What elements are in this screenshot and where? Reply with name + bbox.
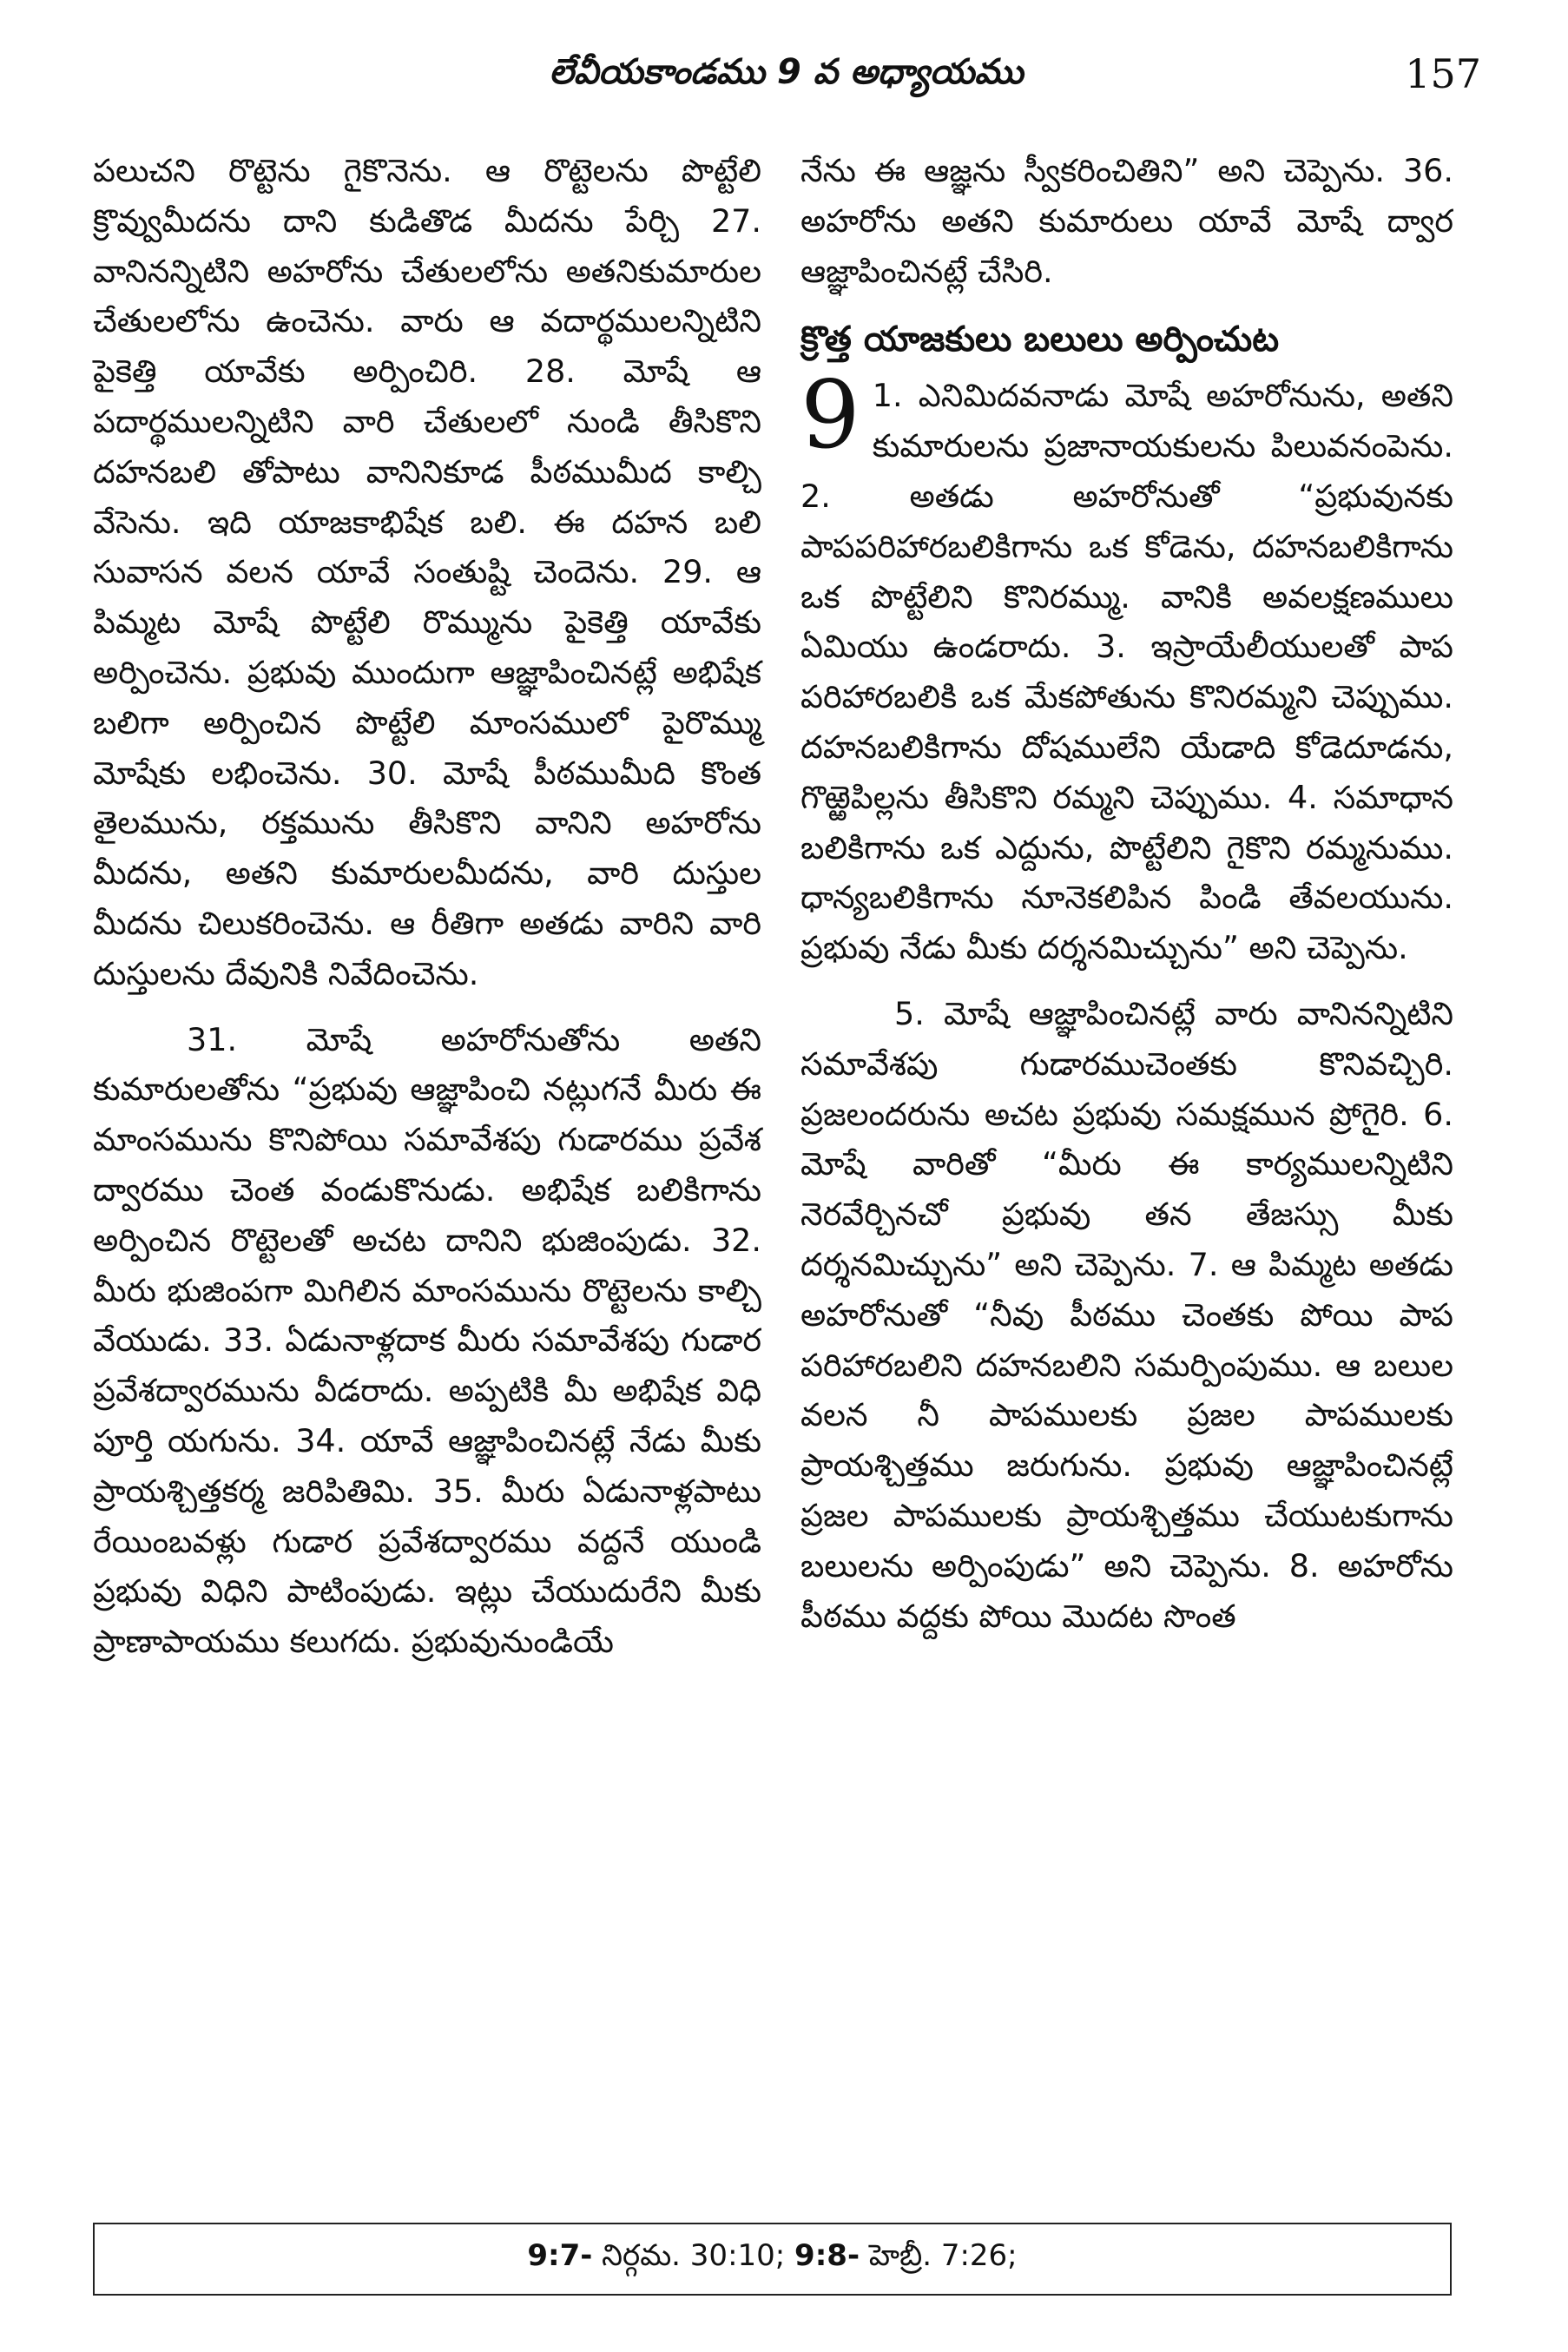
paragraph: నేను ఈ ఆజ్ఞను స్వీకరించితిని” అని చెప్పెను. 36. అహరోను అతని కుమారులు యావే మోషే ద్వార ఆజ్ఞాపించినట్లే చేసిరి. (800, 152, 1453, 290)
left-column (93, 146, 761, 1667)
cross-reference-verse: 9:8- (794, 2238, 860, 2273)
cross-reference-text: హెబ్రీ. 7:26; (860, 2238, 1018, 2273)
paragraph-with-dropcap (800, 361, 1453, 973)
page-title: లేవీయకాండము 9 వ అధ్యాయము (549, 52, 1024, 92)
cross-reference-box (93, 2223, 1452, 2296)
paragraph: 5. మోషే ఆజ్ఞాపించినట్లే వారు వానినన్నిటిని సమావేశపు గుడారముచెంతకు కొనివచ్చిరి. ప్రజలందరును అచట ప్రభువు సమక్షమున ప్రోగైరి. 6. మోషే వారితో “మీరు ఈ కార్యములన్నిటిని నెరవేర్చినచో ప్రభువు తన తేజస్సు మీకు దర్శనమిచ్చును” అని చెప్పెను. 7. ఆ పిమ్మట అతడు అహరోనుతో “నీవు పీఠము చెంతకు పోయి పాప పరిహారబలిని దహనబలిని సమర్పింపుము. ఆ బలుల వలన నీ పాపములకు ప్రజల పాపములకు ప్రాయశ్చిత్తము జరుగును. ప్రభువు ఆజ్ఞాపించినట్లే ప్రజల పాపములకు ప్రాయశ్చిత్తము చేయుటకుగాను బలులను అర్పింపుడు” అని చెప్పెను. 8. అహరోను పీఠము వద్దకు పోయి మొదట సొంత (800, 994, 1453, 1635)
section-heading: క్రొత్త యాజకులు బలులు అర్పించుట (800, 320, 1280, 360)
cross-reference-verse: 9:7- (527, 2238, 593, 2273)
paragraph: 31. మోషే అహరోనుతోను అతని కుమారులతోను “ప్రభువు ఆజ్ఞాపించి నట్లుగనే మీరు ఈ మాంసమును కొనిపోయి సమావేశపు గుడారము ప్రవేశ ద్వారము చెంత వండుకొనుడు. అభిషేక బలికిగాను అర్పించిన రొట్టెలతో అచట దానిని భుజింపుడు. 32. మీరు భుజింపగా మిగిలిన మాంసమును రొట్టెలను కాల్చి వేయుడు. 33. ఏడునాళ్లదాక మీరు సమావేశపు గుడార ప్రవేశద్వారమును వీడరాదు. అప్పటికి మీ అభిషేక విధి పూర్తి యగును. 34. యావే ఆజ్ఞాపించినట్లే నేడు మీకు ప్రాయశ్చిత్తకర్మ జరిపితిమి. 35. మీరు ఏడునాళ్లపాటు రేయింబవళ్లు గుడార ప్రవేశద్వారము వద్దనే యుండి ప్రభువు విధిని పాటింపుడు. ఇట్లు చేయుదురేని మీకు ప్రాణాపాయము కలుగదు. ప్రభువునుండియే (93, 1020, 761, 1661)
paragraph: పలుచని రొట్టెను గైకొనెను. ఆ రొట్టెలను పొట్టేలి క్రొవ్వుమీదను దాని కుడితొడ మీదను పేర్చి 27. వానినన్నిటిని అహరోను చేతులలోను అతనికుమారుల చేతులలోను ఉంచెను. వారు ఆ వదార్థములన్నిటిని పైకెత్తి యావేకు అర్పించిరి. 28. మోషే ఆ పదార్థములన్నిటిని వారి చేతులలో నుండి తీసికొని దహనబలి తోపాటు వానినికూడ పీఠముమీద కాల్చి వేసెను. ఇది యాజకాభిషేక బలి. ఈ దహన బలి సువాసన వలన యావే సంతుష్టి చెందెను. 29. ఆ పిమ్మట మోషే పొట్టేలి రొమ్మును పైకెత్తి యావేకు అర్పించెను. ప్రభువు ముందుగా ఆజ్ఞాపించినట్లే అభిషేక బలిగా అర్పించిన పొట్టేలి మాంసములో పైరొమ్ము మోషేకు లభించెను. 30. మోషే పీఠముమీది కొంత తైలమును, రక్తమును తీసికొని వానిని అహరోను మీదను, అతని కుమారులమీదను, వారి దుస్తుల మీదను చిలుకరించెను. ఆ రీతిగా అతడు వారిని వారి దుస్తులను దేవునికి నివేదించెను. (93, 152, 761, 992)
right-column (800, 146, 1453, 1641)
cross-reference-text: నిర్గమ. 30:10; (592, 2238, 795, 2273)
page-number: 157 (1405, 50, 1481, 97)
paragraph-text: 1. ఎనిమిదవనాడు మోషే అహరోనును, అతని కుమారులను ప్రజానాయకులను పిలువనంపెను. 2. అతడు అహరోనుతో “ప్రభువునకు పాపపరిహారబలికిగాను ఒక కోడెను, దహనబలికిగాను ఒక పొట్టేలిని కొనిరమ్ము. వానికి అవలక్షణములు ఏమియు ఉండరాదు. 3. ఇస్రాయేలీయులతో పాప పరిహారబలికి ఒక మేకపోతును కొనిరమ్మని చెప్పుము. దహనబలికిగాను దోషములేని యేడాది కోడెదూడను, గొఱ్ఱెపిల్లను తీసికొని రమ్మని చెప్పుము. 4. సమాధాన బలికిగాను ఒక ఎద్దును, పొట్టేలిని గైకొని రమ్మనుము. ధాన్యబలికిగాను నూనెకలిపిన పిండి తేవలయును. ప్రభువు నేడు మీకు దర్శనమిచ్చును” అని చెప్పెను. (800, 377, 1453, 967)
page-header (91, 42, 1481, 120)
chapter-number: 9 (800, 361, 860, 471)
